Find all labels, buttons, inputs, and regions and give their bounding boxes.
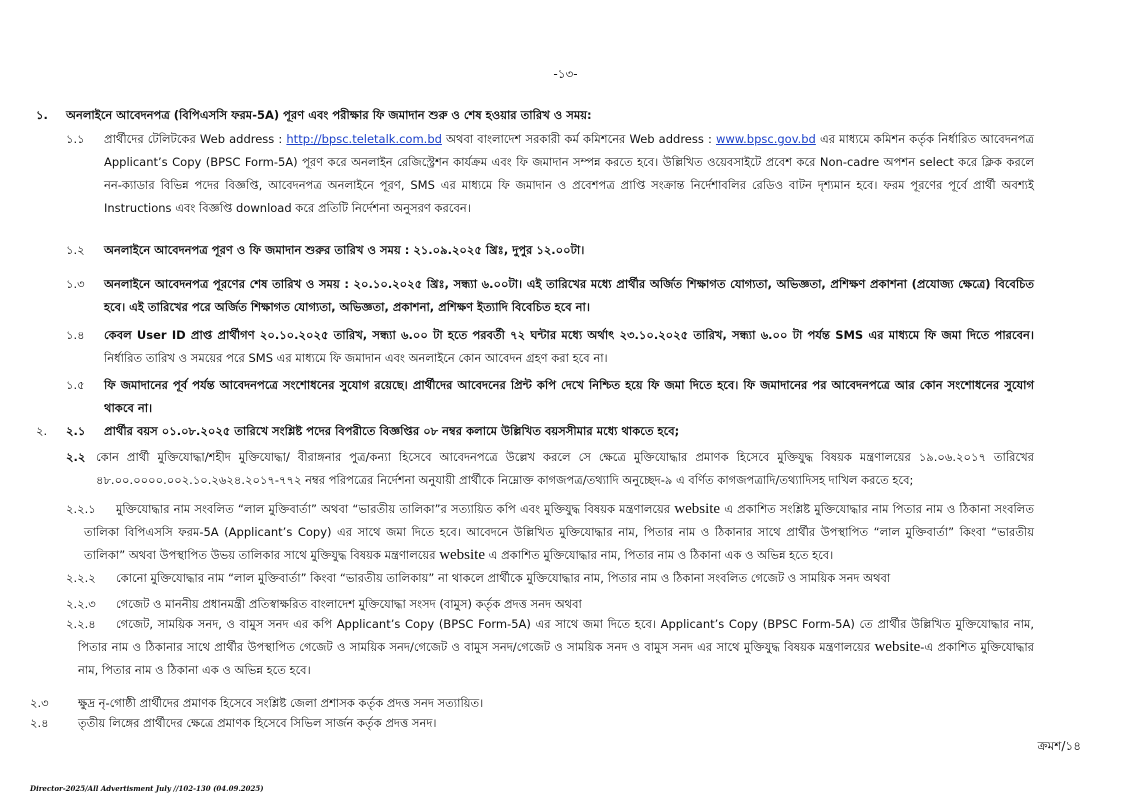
section-2-number: ২. bbox=[36, 424, 48, 438]
s221-website-1: website bbox=[674, 501, 721, 517]
s221-website-2: website bbox=[439, 547, 486, 563]
section-1-heading: অনলাইনে আবেদনপত্র (বিপিএসসি ফরম-5A) পূরণ এবং পরীক্ষার ফি জমাদান শুরু ও শেষ হওয়ার তারিখ ও সময়: bbox=[66, 108, 592, 122]
section-2-2-4-number: ২.২.৪ bbox=[66, 617, 96, 631]
section-1-1-text bbox=[104, 128, 1034, 220]
section-2-2-text: কোন প্রার্থী মুক্তিযোদ্ধা/শহীদ মুক্তিযোদ্ধা/ বীরাঙ্গনার পুত্র/কন্যা হিসেবে আবেদনপত্রে উল্লেখ করলে সে ক্ষেত্রে মুক্তিযোদ্ধার প্রমাণক হিসেবে মুক্তিযুদ্ধ বিষয়ক মন্ত্রণালয়ের ১৯.০৬.২০১৭ তারিখের ৪৮.০০.০০০০.০০২.১০.২৬২৪.২০১৭-৭৭২ নম্বর পরিপত্রের নির্দেশনা অনুযায়ী প্রার্থীকে নিম্নোক্ত কাগজপত্র/তথ্যাদি অনুচ্ছেদ-৯ এ বর্ণিত কাগজপত্রাদি/তথ্যাদিসহ দাখিল করতে হবে; bbox=[96, 450, 1034, 487]
section-2-2-1-number: ২.২.১ bbox=[66, 502, 96, 516]
bpsc-link[interactable]: www.bpsc.gov.bd bbox=[715, 132, 816, 146]
s221-text-a: মুক্তিযোদ্ধার নাম সংবলিত “লাল মুক্তিবার্তা” অথবা “ভারতীয় তালিকা”র সত্যায়িত কপি এবং মুক্তিযুদ্ধ বিষয়ক মন্ত্রণালয়ের bbox=[116, 502, 675, 516]
section-1-5-text: ফি জমাদানের পূর্ব পর্যন্ত আবেদনপত্রে সংশোধনের সুযোগ রয়েছে। প্রার্থীদের আবেদনের প্রিন্ট কপি দেখে নিশ্চিত হয়ে ফি জমা দিতে হবে। ফি জমাদানের পর আবেদনপত্রে আর কোন সংশোধনের সুযোগ থাকবে না। bbox=[104, 378, 1034, 415]
section-2-2-number: ২.২ bbox=[66, 450, 86, 464]
section-1-2-text: অনলাইনে আবেদনপত্র পূরণ ও ফি জমাদান শুরুর তারিখ ও সময় : ২১.০৯.২০২৫ খ্রিঃ, দুপুর ১২.০০টা। bbox=[104, 243, 585, 257]
s221-text-b: এ প্রকাশিত সংশ্লিষ্ট মুক্তিযোদ্ধার নাম পিতার নাম ও ঠিকানা সংবলিত তালিকা বিপিএসসি ফরম-5A (Applicant’s Copy) এর সাথে জমা দিতে হবে। আবেদনে উল্লিখিত মুক্তিযোদ্ধার নাম, পিতার নাম ও ঠিকানার সাথে প্রার্থীর উপস্থাপিত “লাল মুক্তিবার্তা” কিংবা “ভারতীয় তালিকা” অথবা উপস্থাপিত উভয় তালিকার সাথে মুক্তিযুদ্ধ বিষয়ক মন্ত্রণালয়ের bbox=[84, 502, 1034, 562]
section-1-3-text: অনলাইনে আবেদনপত্র পূরণের শেষ তারিখ ও সময় : ২০.১০.২০২৫ খ্রিঃ, সন্ধ্যা ৬.০০টা। এই তারিখের মধ্যে প্রার্থীর অর্জিত শিক্ষাগত যোগ্যতা, অভিজ্ঞতা, প্রশিক্ষণ প্রকাশনা (প্রযোজ্য ক্ষেত্রে) বিবেচিত হবে। এই তারিখের পরে অর্জিত শিক্ষাগত যোগ্যতা, অভিজ্ঞতা, প্রকাশনা, প্রশিক্ষণ ইত্যাদি বিবেচিত হবে না। bbox=[104, 277, 1034, 314]
s11-text-a: প্রার্থীদের টেলিটকের Web address : bbox=[104, 132, 287, 146]
section-2-1-number: ২.১ bbox=[66, 424, 86, 438]
s11-text-c: এর মাধ্যমে কমিশন কর্তৃক নির্ধারিত আবেদনপত্র Applicant’s Copy (BPSC Form-5A) পূরণ করে অনলাইন রেজিস্ট্রেশন কার্যক্রম এবং ফি জমাদান সম্পন্ন করতে হবে। উল্লিখিত ওয়েবসাইটে প্রবেশ করে Non-cadre অপশন select করে ক্লিক করলে নন-ক্যাডার বিভিন্ন পদের বিজ্ঞপ্তি, আবেদনপত্র অনলাইনে পূরণ, SMS এর মাধ্যমে ফি জমাদান ও প্রবেশপত্র প্রাপ্তি সংক্রান্ত নির্দেশাবলির রেডিও বাটন দৃশ্যমান হবে। ফরম পূরণের পূর্বে প্রার্থী অবশ্যই Instructions এবং বিজ্ঞপ্তি download করে প্রতিটি নির্দেশনা অনুসরণ করবেন। bbox=[104, 132, 1034, 215]
s14-text-b: নির্ধারিত তারিখ ও সময়ের পরে SMS এর মাধ্যমে ফি জমাদান এবং অনলাইনে কোন আবেদন গ্রহণ করা হবে না। bbox=[104, 351, 608, 365]
section-2-4-number: ২.৪ bbox=[30, 716, 49, 730]
section-2-2-4-text bbox=[78, 613, 1034, 682]
section-2-2-2-number: ২.২.২ bbox=[66, 571, 96, 585]
section-1-4-text bbox=[104, 324, 1034, 370]
section-2-3-text: ক্ষুদ্র নৃ-গোষ্ঠী প্রার্থীদের প্রমাণক হিসেবে সংশ্লিষ্ট জেলা প্রশাসক কর্তৃক প্রদত্ত সনদ সত্যায়িত। bbox=[78, 696, 484, 710]
section-2-2-3-number: ২.২.৩ bbox=[66, 597, 96, 611]
s14-text-a: কেবল User ID প্রাপ্ত প্রার্থীগণ ২০.১০.২০২৫ তারিখ, সন্ধ্যা ৬.০০ টা হতে পরবর্তী ৭২ ঘন্টার মধ্যে অর্থাৎ ২৩.১০.২০২৫ তারিখ, সন্ধ্যা ৬.০০ টা পর্যন্ত SMS এর মাধ্যমে ফি জমা দিতে পারবেন। bbox=[104, 328, 1034, 342]
section-2-4-text: তৃতীয় লিঙ্গের প্রার্থীদের ক্ষেত্রে প্রমাণক হিসেবে সিভিল সার্জন কর্তৃক প্রদত্ত সনদ। bbox=[78, 716, 437, 730]
page-number: -১৩- bbox=[553, 67, 578, 81]
section-1-5-number: ১.৫ bbox=[66, 378, 85, 392]
section-2-2-3-text: গেজেট ও মাননীয় প্রধানমন্ত্রী প্রতিস্বাক্ষরিত বাংলাদেশ মুক্তিযোদ্ধা সংসদ (বামুস) কর্তৃক প্রদত্ত সনদ অথবা bbox=[116, 597, 582, 611]
section-1-4-number: ১.৪ bbox=[66, 328, 85, 342]
footer-reference: Director-2025/All Advertisment July //102-130 (04.09.2025) bbox=[30, 784, 264, 793]
section-2-3-number: ২.৩ bbox=[30, 696, 49, 710]
s221-text-c: এ প্রকাশিত মুক্তিযোদ্ধার নাম, পিতার নাম ও ঠিকানা এক ও অভিন্ন হতে হবে। bbox=[485, 548, 834, 562]
s224-website: website bbox=[874, 639, 921, 655]
teletalk-link[interactable]: http://bpsc.teletalk.com.bd bbox=[286, 132, 442, 146]
section-1-number: ১. bbox=[36, 108, 48, 122]
s224-text-a: গেজেট, সাময়িক সনদ, ও বামুস সনদ এর কপি Applicant’s Copy (BPSC Form-5A) এর সাথে জমা দিতে হবে। Applicant’s Copy (BPSC Form-5A) তে প্রার্থীর উল্লিখিত মুক্তিযোদ্ধার নাম, পিতার নাম ও ঠিকানার সাথে প্রার্থীর উপস্থাপিত গেজেট ও সাময়িক সনদ/গেজেট ও বামুস সনদ/গেজেট ও সাময়িক সনদ ও বামুস সনদ এর সাথে মুক্তিযুদ্ধ বিষয়ক মন্ত্রণালয়ের bbox=[78, 617, 1034, 654]
section-2-1-text: প্রার্থীর বয়স ০১.০৮.২০২৫ তারিখে সংশ্লিষ্ট পদের বিপরীতে বিজ্ঞপ্তির ০৮ নম্বর কলামে উল্লিখিত বয়সসীমার মধ্যে থাকতে হবে; bbox=[104, 424, 680, 438]
section-2-2-1-text bbox=[84, 498, 1034, 567]
s224-text-b: -এ প্রকাশিত মুক্তিযোদ্ধার নাম, পিতার নাম ও ঠিকানা এক ও অভিন্ন হতে হবে। bbox=[78, 640, 1034, 677]
section-1-2-number: ১.২ bbox=[66, 243, 85, 257]
section-1-1-number: ১.১ bbox=[66, 132, 85, 146]
s11-text-b: অথবা বাংলাদেশ সরকারী কর্ম কমিশনের Web address : bbox=[441, 132, 716, 146]
continued-marker: ক্রমশ/১৪ bbox=[1037, 739, 1081, 753]
section-2-2-2-text: কোনো মুক্তিযোদ্ধার নাম “লাল মুক্তিবার্তা” কিংবা “ভারতীয় তালিকায়” না থাকলে প্রার্থীকে মুক্তিযোদ্ধার নাম, পিতার নাম ও ঠিকানা সংবলিত গেজেট ও সাময়িক সনদ অথবা bbox=[116, 571, 891, 585]
section-1-3-number: ১.৩ bbox=[66, 277, 85, 291]
